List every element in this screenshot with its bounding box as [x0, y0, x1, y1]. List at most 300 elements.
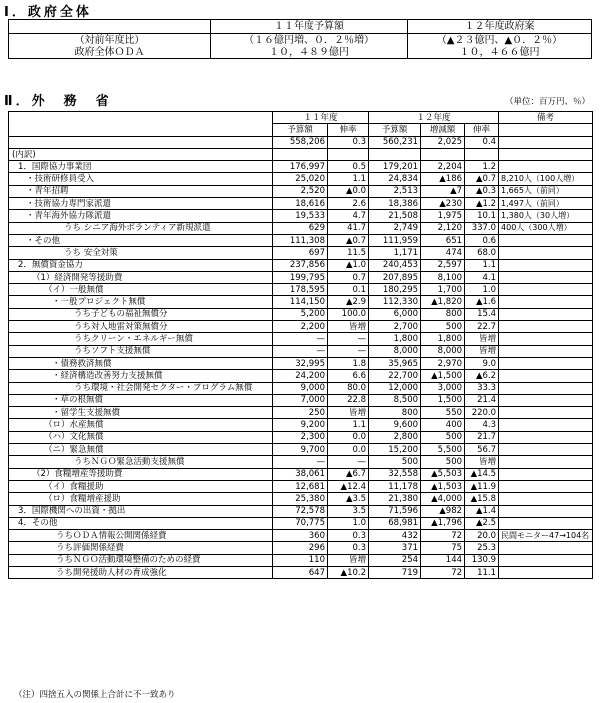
cell-a: 697 — [273, 247, 328, 259]
cell-c: 240,453 — [369, 259, 421, 271]
cell-d: ▲1,796 — [421, 517, 465, 529]
government-oda-table — [8, 19, 592, 59]
header-budget12: 予算額 — [369, 124, 421, 136]
cell-name: ・一般プロジェクト無償 — [9, 296, 273, 308]
cell-c: 2,800 — [369, 431, 421, 443]
cell-name: ・技術協力専門家派遣 — [9, 198, 273, 210]
cell-a: 32,995 — [273, 357, 328, 369]
cell-a: 114,150 — [273, 296, 328, 308]
cell-d: 8,000 — [421, 345, 465, 357]
cell-note — [499, 308, 593, 320]
cell-b: ▲0.7 — [328, 234, 369, 246]
table-row — [9, 296, 593, 308]
cell-c: 35,965 — [369, 357, 421, 369]
cell-b: ▲12.4 — [328, 480, 369, 492]
cell-note — [499, 554, 593, 566]
cell-note — [499, 333, 593, 345]
sum-header-fy12: １２年度政府案 — [408, 20, 592, 34]
cell-e: 20.0 — [465, 530, 499, 542]
cell-b: ▲6.7 — [328, 468, 369, 480]
table-row — [9, 271, 593, 283]
cell-note — [499, 493, 593, 505]
cell-a: 2,520 — [273, 185, 328, 197]
cell-name: うちＯＤＡ情報公開関係経費 — [9, 530, 273, 542]
cell-c: 432 — [369, 530, 421, 542]
cell-b: ▲1.0 — [328, 259, 369, 271]
cell-e: 0.4 — [465, 136, 499, 148]
cell-c: 500 — [369, 456, 421, 468]
cell-e: 1.0 — [465, 284, 499, 296]
cell-name: うち シニア海外ボランティア新規派遣 — [9, 222, 273, 234]
table-row — [9, 308, 593, 320]
cell-c: 560,231 — [369, 136, 421, 148]
table-row — [9, 542, 593, 554]
cell-c: 15,200 — [369, 444, 421, 456]
cell-c: 11,178 — [369, 480, 421, 492]
cell-d — [421, 148, 465, 160]
cell-d: 72 — [421, 530, 465, 542]
cell-note — [499, 468, 593, 480]
table-row — [9, 444, 593, 456]
cell-c: 12,000 — [369, 382, 421, 394]
cell-a: 7,000 — [273, 394, 328, 406]
cell-a: 70,775 — [273, 517, 328, 529]
header-growth12: 伸率 — [465, 124, 499, 136]
cell-e: ▲14.5 — [465, 468, 499, 480]
cell-e: 130.9 — [465, 554, 499, 566]
cell-b: 0.7 — [328, 271, 369, 283]
cell-a: 237,856 — [273, 259, 328, 271]
table-row — [9, 357, 593, 369]
cell-b: 皆増 — [328, 407, 369, 419]
cell-a: 647 — [273, 566, 328, 578]
cell-c: 179,201 — [369, 161, 421, 173]
cell-a: 2,300 — [273, 431, 328, 443]
cell-d: 2,597 — [421, 259, 465, 271]
cell-b: 0.5 — [328, 161, 369, 173]
cell-c: 21,380 — [369, 493, 421, 505]
table-row — [9, 431, 593, 443]
cell-d: 2,204 — [421, 161, 465, 173]
cell-b: 41.7 — [328, 222, 369, 234]
cell-name: うちＮＧＯ活動環境整備のための経費 — [9, 554, 273, 566]
cell-a — [273, 148, 328, 160]
cell-b: 0.3 — [328, 136, 369, 148]
cell-e: 4.1 — [465, 271, 499, 283]
cell-b: 0.3 — [328, 530, 369, 542]
table-row — [9, 394, 593, 406]
cell-b: 3.5 — [328, 505, 369, 517]
cell-d: ▲5,503 — [421, 468, 465, 480]
cell-e: 33.3 — [465, 382, 499, 394]
cell-note: 1,665人（前同） — [499, 185, 593, 197]
cell-b: 100.0 — [328, 308, 369, 320]
cell-e: 22.7 — [465, 321, 499, 333]
cell-c: 2,700 — [369, 321, 421, 333]
cell-note — [499, 517, 593, 529]
sum-value: （▲２３億円、▲０．２％） — [408, 34, 592, 47]
cell-name: ・経済構造改善努力支援無償 — [9, 370, 273, 382]
cell-note: 1,380人（30人増） — [499, 210, 593, 222]
cell-e: ▲1.2 — [465, 198, 499, 210]
header-item — [9, 112, 273, 137]
cell-e: ▲6.2 — [465, 370, 499, 382]
sum-value: １０，４８９億円 — [211, 46, 408, 59]
cell-b: — — [328, 333, 369, 345]
cell-b: 1.1 — [328, 419, 369, 431]
table-row — [9, 505, 593, 517]
table-row — [9, 234, 593, 246]
cell-name: ・その他 — [9, 234, 273, 246]
header-remarks: 備考 — [499, 112, 593, 124]
cell-name: うちＮＧＯ緊急活動支援無償 — [9, 456, 273, 468]
sum-label: 政府全体ＯＤＡ — [9, 46, 211, 59]
cell-e: 4.3 — [465, 419, 499, 431]
cell-c: 6,000 — [369, 308, 421, 320]
cell-d: 8,100 — [421, 271, 465, 283]
cell-note — [499, 357, 593, 369]
cell-e: 21.7 — [465, 431, 499, 443]
cell-c: 8,000 — [369, 345, 421, 357]
cell-c: 254 — [369, 554, 421, 566]
table-row — [9, 321, 593, 333]
cell-d: ▲982 — [421, 505, 465, 517]
cell-name: (内訳) — [9, 148, 273, 160]
cell-d: ▲230 — [421, 198, 465, 210]
cell-e: ▲1.6 — [465, 296, 499, 308]
cell-e: 337.0 — [465, 222, 499, 234]
cell-e: 11.1 — [465, 566, 499, 578]
cell-name: （ハ）文化無償 — [9, 431, 273, 443]
sum-label: （対前年度比） — [9, 34, 211, 47]
cell-a: 111,308 — [273, 234, 328, 246]
cell-a: 176,997 — [273, 161, 328, 173]
header-growth: 伸率 — [328, 124, 369, 136]
cell-d: 651 — [421, 234, 465, 246]
cell-a: — — [273, 456, 328, 468]
cell-b: — — [328, 345, 369, 357]
cell-a: 9,000 — [273, 382, 328, 394]
cell-b: 2.6 — [328, 198, 369, 210]
cell-c: 180,295 — [369, 284, 421, 296]
cell-name: ・技術研修員受入 — [9, 173, 273, 185]
cell-c: 207,895 — [369, 271, 421, 283]
cell-c: 800 — [369, 407, 421, 419]
cell-name: うち子どもの福祉無償分 — [9, 308, 273, 320]
table-row — [9, 382, 593, 394]
cell-a: 250 — [273, 407, 328, 419]
cell-c: 719 — [369, 566, 421, 578]
cell-note — [499, 271, 593, 283]
cell-d: 500 — [421, 456, 465, 468]
cell-name: ・債務救済無償 — [9, 357, 273, 369]
cell-c: 112,330 — [369, 296, 421, 308]
cell-e: 皆増 — [465, 333, 499, 345]
cell-d: 1,975 — [421, 210, 465, 222]
cell-d: 800 — [421, 308, 465, 320]
cell-name: ・青年海外協力隊派遣 — [9, 210, 273, 222]
cell-c: 18,386 — [369, 198, 421, 210]
cell-name: うち 安全対策 — [9, 247, 273, 259]
cell-note — [499, 431, 593, 443]
cell-a: 72,578 — [273, 505, 328, 517]
cell-a: 25,380 — [273, 493, 328, 505]
cell-b: ▲10.2 — [328, 566, 369, 578]
table-row — [9, 468, 593, 480]
cell-note — [499, 419, 593, 431]
cell-note — [499, 505, 593, 517]
table-row — [9, 554, 593, 566]
cell-b: 1.1 — [328, 173, 369, 185]
cell-name: （ロ）食糧増産援助 — [9, 493, 273, 505]
table-row — [9, 185, 593, 197]
cell-name: うち評価関係経費 — [9, 542, 273, 554]
cell-b: 1.0 — [328, 517, 369, 529]
table-row — [9, 370, 593, 382]
cell-note — [499, 136, 593, 148]
cell-d: 500 — [421, 321, 465, 333]
cell-name: 3．国際機関への出資・拠出 — [9, 505, 273, 517]
cell-d: ▲1,500 — [421, 370, 465, 382]
cell-e: 25.3 — [465, 542, 499, 554]
cell-c: 2,513 — [369, 185, 421, 197]
cell-d: 2,025 — [421, 136, 465, 148]
cell-note: 民間モニター47→104名 — [499, 530, 593, 542]
table-row — [9, 517, 593, 529]
cell-d: 1,700 — [421, 284, 465, 296]
cell-note — [499, 161, 593, 173]
cell-a: 629 — [273, 222, 328, 234]
cell-name: ・青年招聘 — [9, 185, 273, 197]
cell-c: 9,600 — [369, 419, 421, 431]
cell-a: 9,200 — [273, 419, 328, 431]
cell-c: 111,959 — [369, 234, 421, 246]
cell-note — [499, 321, 593, 333]
cell-d: 3,000 — [421, 382, 465, 394]
cell-note — [499, 234, 593, 246]
cell-d: 1,500 — [421, 394, 465, 406]
cell-a: 25,020 — [273, 173, 328, 185]
table-row — [9, 333, 593, 345]
cell-note — [499, 456, 593, 468]
cell-name: 2．無償資金協力 — [9, 259, 273, 271]
cell-name: うち対人地雷対策無償分 — [9, 321, 273, 333]
cell-name: （1）経済開発等援助費 — [9, 271, 273, 283]
cell-name: うち環境・社会開発セクター・プログラム無償 — [9, 382, 273, 394]
cell-name: （イ）一般無償 — [9, 284, 273, 296]
cell-a: 296 — [273, 542, 328, 554]
cell-b: 4.7 — [328, 210, 369, 222]
cell-a: 24,200 — [273, 370, 328, 382]
cell-b: 0.1 — [328, 284, 369, 296]
header-fy12: １２年度 — [369, 112, 499, 124]
cell-e: 15.4 — [465, 308, 499, 320]
cell-name: （ニ）緊急無償 — [9, 444, 273, 456]
cell-note: 1,497人（前同） — [499, 198, 593, 210]
cell-d: ▲186 — [421, 173, 465, 185]
cell-e: ▲11.9 — [465, 480, 499, 492]
cell-e: 1.2 — [465, 161, 499, 173]
cell-b: 1.8 — [328, 357, 369, 369]
cell-note — [499, 296, 593, 308]
cell-note: 400人（300人増） — [499, 222, 593, 234]
cell-d: 5,500 — [421, 444, 465, 456]
cell-a: 360 — [273, 530, 328, 542]
table-row — [9, 566, 593, 578]
cell-e — [465, 148, 499, 160]
table-row — [9, 345, 593, 357]
cell-name: （2）食糧増産等援助費 — [9, 468, 273, 480]
cell-name: 1．国際協力事業団 — [9, 161, 273, 173]
cell-note — [499, 407, 593, 419]
cell-c: 22,700 — [369, 370, 421, 382]
cell-d: 500 — [421, 431, 465, 443]
cell-d: ▲1,503 — [421, 480, 465, 492]
cell-e: ▲15.8 — [465, 493, 499, 505]
cell-b: 6.6 — [328, 370, 369, 382]
cell-b: 0.0 — [328, 431, 369, 443]
table-row — [9, 530, 593, 542]
cell-e: ▲0.7 — [465, 173, 499, 185]
cell-e: 0.6 — [465, 234, 499, 246]
cell-d: 144 — [421, 554, 465, 566]
header-fy11: １１年度 — [273, 112, 369, 124]
cell-e: ▲1.4 — [465, 505, 499, 517]
cell-d: 2,120 — [421, 222, 465, 234]
cell-d: ▲7 — [421, 185, 465, 197]
cell-e: 56.7 — [465, 444, 499, 456]
cell-note — [499, 480, 593, 492]
table-row — [9, 419, 593, 431]
table-row — [9, 198, 593, 210]
cell-b: 皆増 — [328, 321, 369, 333]
cell-a: — — [273, 333, 328, 345]
cell-a: 558,206 — [273, 136, 328, 148]
table-row — [9, 493, 593, 505]
cell-c: 2,749 — [369, 222, 421, 234]
cell-name: うちソフト支援無償 — [9, 345, 273, 357]
cell-note — [499, 394, 593, 406]
cell-b: 0.0 — [328, 444, 369, 456]
cell-d: 550 — [421, 407, 465, 419]
cell-note — [499, 542, 593, 554]
sum-value: １０，４６６億円 — [408, 46, 592, 59]
cell-note — [499, 370, 593, 382]
cell-a: 12,681 — [273, 480, 328, 492]
cell-e: 220.0 — [465, 407, 499, 419]
table-row — [9, 259, 593, 271]
cell-name — [9, 136, 273, 148]
cell-b: 皆増 — [328, 554, 369, 566]
cell-c: 32,558 — [369, 468, 421, 480]
cell-note — [499, 247, 593, 259]
cell-d: 72 — [421, 566, 465, 578]
cell-d: 1,800 — [421, 333, 465, 345]
cell-d: ▲1,820 — [421, 296, 465, 308]
cell-c: 24,834 — [369, 173, 421, 185]
cell-note — [499, 345, 593, 357]
table-row — [9, 148, 593, 160]
cell-b: 22.8 — [328, 394, 369, 406]
table-row — [9, 173, 593, 185]
cell-b: ▲2.9 — [328, 296, 369, 308]
cell-d: ▲4,000 — [421, 493, 465, 505]
cell-a: 110 — [273, 554, 328, 566]
table-row — [9, 247, 593, 259]
cell-note — [499, 566, 593, 578]
cell-e: 21.4 — [465, 394, 499, 406]
section1-title: Ⅰ．政府全体 — [4, 5, 92, 20]
cell-e: 9.0 — [465, 357, 499, 369]
table-row — [9, 136, 593, 148]
footnote: （注）四捨五入の関係上合計に不一致あり — [14, 690, 176, 700]
cell-a: 18,616 — [273, 198, 328, 210]
cell-e: 皆増 — [465, 345, 499, 357]
cell-b: 80.0 — [328, 382, 369, 394]
cell-a: — — [273, 345, 328, 357]
cell-name: （イ）食糧援助 — [9, 480, 273, 492]
cell-e: ▲2.5 — [465, 517, 499, 529]
header-change: 増減額 — [421, 124, 465, 136]
cell-a: 19,533 — [273, 210, 328, 222]
cell-name: うち開発援助人材の育成強化 — [9, 566, 273, 578]
sum-header-blank — [9, 20, 211, 34]
cell-b — [328, 148, 369, 160]
table-row — [9, 480, 593, 492]
cell-a: 38,061 — [273, 468, 328, 480]
cell-b: 0.3 — [328, 542, 369, 554]
cell-c — [369, 148, 421, 160]
cell-a: 199,795 — [273, 271, 328, 283]
cell-c: 8,500 — [369, 394, 421, 406]
mofa-budget-table — [8, 111, 593, 579]
section2-title: Ⅱ．外 務 省 — [4, 94, 112, 109]
cell-c: 68,981 — [369, 517, 421, 529]
cell-a: 178,595 — [273, 284, 328, 296]
cell-c: 1,800 — [369, 333, 421, 345]
unit-label: （単位：百万円、％） — [504, 97, 590, 107]
sum-header-fy11: １１年度予算額 — [211, 20, 408, 34]
cell-note — [499, 259, 593, 271]
table-row — [9, 456, 593, 468]
cell-c: 371 — [369, 542, 421, 554]
cell-b: 11.5 — [328, 247, 369, 259]
table-row — [9, 210, 593, 222]
table-row — [9, 284, 593, 296]
header-remarks-sub — [499, 124, 593, 136]
cell-c: 71,596 — [369, 505, 421, 517]
sum-value: （１６億円増、０．２％増） — [211, 34, 408, 47]
cell-b: ▲0.0 — [328, 185, 369, 197]
cell-d: 75 — [421, 542, 465, 554]
cell-e: 皆増 — [465, 456, 499, 468]
cell-note: 8,210人（100人増） — [499, 173, 593, 185]
cell-e: ▲0.3 — [465, 185, 499, 197]
table-row — [9, 407, 593, 419]
cell-d: 2,970 — [421, 357, 465, 369]
cell-e: 68.0 — [465, 247, 499, 259]
cell-note — [499, 148, 593, 160]
cell-name: ・留学生支援無償 — [9, 407, 273, 419]
cell-a: 2,200 — [273, 321, 328, 333]
cell-note — [499, 284, 593, 296]
cell-b: ▲3.5 — [328, 493, 369, 505]
cell-a: 9,700 — [273, 444, 328, 456]
cell-c: 21,508 — [369, 210, 421, 222]
cell-name: ・草の根無償 — [9, 394, 273, 406]
header-budget: 予算額 — [273, 124, 328, 136]
table-row — [9, 161, 593, 173]
